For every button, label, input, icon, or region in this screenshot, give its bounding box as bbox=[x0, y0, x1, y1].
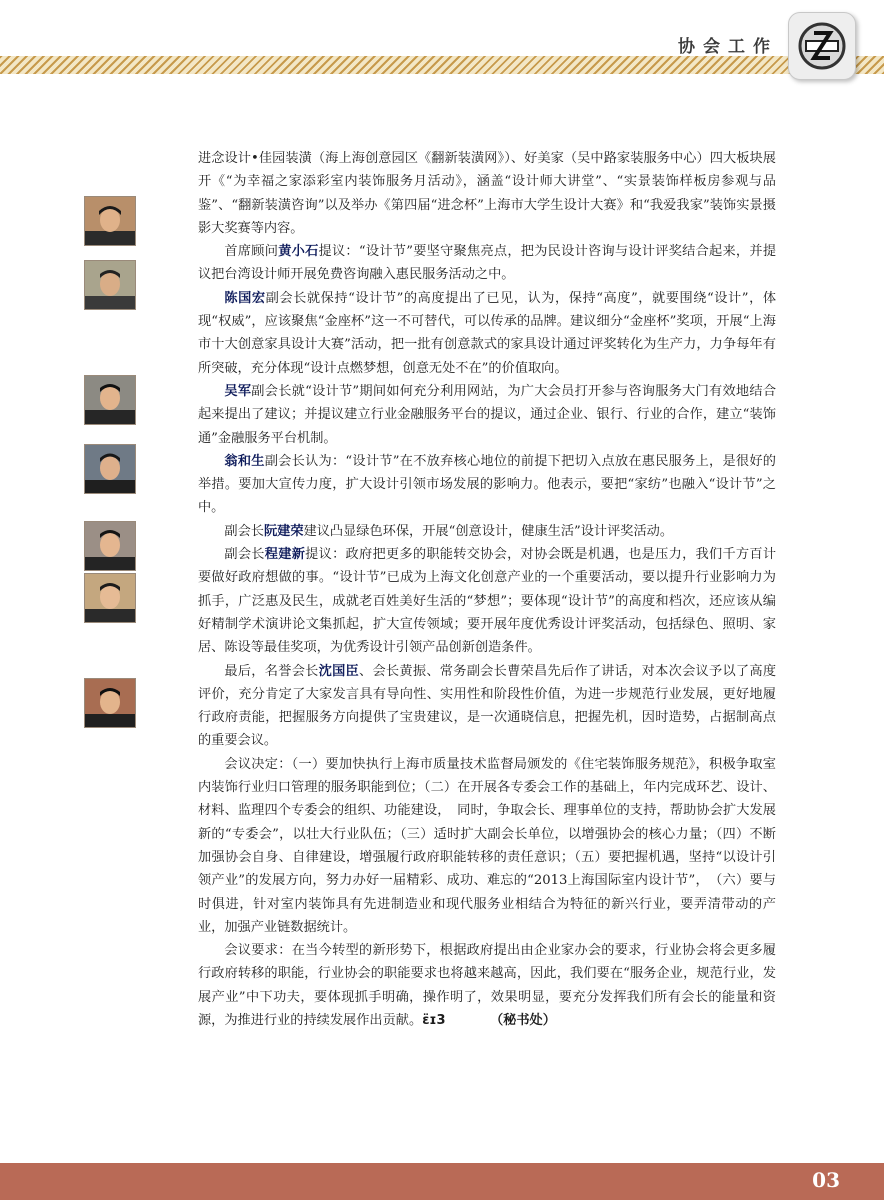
text-run: 、会长黄振、常务副会长曹荣昌先后作了讲话，对本次会议予以了高度评价，充分肯定了大家发言具有导向性、实用性和阶段性价值，为进一步规范行业发展，更好地履行政府责能，把握服务方向提供了宝贵建议，是一次通晓信息，把握先机，因时造势，占据制高点的重要会议。 bbox=[198, 663, 777, 749]
text-run: 首席顾问 bbox=[224, 244, 279, 260]
section-title: 协会工作 bbox=[678, 37, 778, 57]
portrait-photo-icon bbox=[84, 375, 136, 425]
portrait-photo-icon bbox=[84, 196, 136, 246]
text-run: 副会长就“设计节”期间如何充分利用网站，为广大会员打开参与咨询服务大门有效地结合起来提出了建议；并提议建立行业金融服务平台的提议，通过企业、银行、行业的合作，建立“装饰通”金融服务平台机制。 bbox=[198, 383, 777, 446]
text-run: 副会长就保持“设计节”的高度提出了已见，认为，保持“高度”，就要围绕“设计”，体现“权威”，应该聚焦“金座杯”这一不可替代，可以传承的品牌。建议细分“金座杯”奖项，开展“上海市十大创意家具设计大赛”活动，把一批有创意款式的家具设计通过评奖转化为生产力，力争每年有所突破，充分体现“设计点燃梦想，创意无处不在”的价值取向。 bbox=[198, 290, 777, 376]
paragraph bbox=[198, 543, 776, 659]
portrait-photo-icon bbox=[84, 678, 136, 728]
paragraph bbox=[198, 287, 776, 380]
person-name: 阮建荣 bbox=[263, 523, 304, 539]
portrait-photo-icon bbox=[84, 573, 136, 623]
footer-bar bbox=[0, 1163, 884, 1200]
text-run: 提议：“设计节”要坚守聚焦亮点，把为民设计咨询与设计评奖结合起来，并提议把台湾设计师开展免费咨询融入惠民服务活动之中。 bbox=[198, 244, 777, 283]
text-run: 提议：政府把更多的职能转交协会，对协会既是机遇，也是压力，我们千方百计要做好政府想做的事。“设计节”已成为上海文化创意产业的一个重要活动，要以提升行业影响力为抓手，广泛惠及民生，成就老百姓美好生活的“梦想”；要体现“设计节”的高度和档次，还应该从编好精制学术演讲论文集抓起，扩大宣传领域；要开展年度优秀设计评奖活动，包括绿色、照明、家居、陈设等最佳奖项，为优秀设计引领产品创新创造条件。 bbox=[198, 547, 777, 656]
portrait-photo-icon bbox=[84, 260, 136, 310]
person-name: 陈国宏 bbox=[224, 290, 266, 306]
paragraph bbox=[198, 939, 776, 1032]
text-run: 副会长认为：“设计节”在不放弃核心地位的前提下把切入点放在惠民服务上，是很好的举措。要加大宣传力度，扩大设计引领市场发展的影响力。他表示，要把“家纺”也融入“设计节”之中。 bbox=[198, 453, 776, 516]
end-mark: ε̈ɪ3 bbox=[422, 1012, 446, 1028]
paragraph bbox=[198, 660, 776, 753]
person-name: 沈国臣 bbox=[318, 663, 360, 679]
article-body bbox=[198, 147, 776, 1032]
portrait-photo-icon bbox=[84, 444, 136, 494]
portrait-photo-icon bbox=[84, 521, 136, 571]
paragraph bbox=[198, 450, 776, 520]
person-name: 黄小石 bbox=[278, 244, 319, 260]
signoff: （秘书处） bbox=[489, 1012, 556, 1028]
person-name: 程建新 bbox=[264, 547, 306, 563]
text-run: 最后，名誉会长 bbox=[224, 663, 319, 679]
page-number: 03 bbox=[812, 1168, 840, 1192]
paragraph bbox=[198, 380, 776, 450]
paragraph bbox=[198, 240, 776, 287]
text-run: 会议要求：在当今转型的新形势下，根据政府提出由企业家办会的要求，行业协会将会更多履行政府转移的职能，行业协会的职能要求也将越来越高，因此，我们要在“服务企业，规范行业，发展产业”中下功夫，要体现抓手明确，操作明了，效果明显，要充分发挥我们所有会长的能量和资源，为推进行业的持续发展作出贡献。 bbox=[198, 943, 776, 1028]
text-run: 建议凸显绿色环保，开展“创意设计，健康生活”设计评奖活动。 bbox=[303, 523, 674, 539]
text-run: 副会长 bbox=[224, 523, 264, 539]
paragraph: 进念设计•佳园装潢（海上海创意园区《翻新装潢网》）、好美家（吴中路家装服务中心）四大板块展开《“为幸福之家添彩室内装饰服务月活动》，涵盖“设计师大讲堂”、“实景装饰样板房参观与品鉴”、“翻新装潢咨询”以及举办《第四届“进念杯”上海市大学生设计大赛》和“我爱我家”装饰实景摄影大奖赛等内容。 bbox=[198, 151, 776, 236]
person-name: 翁和生 bbox=[224, 453, 265, 469]
association-logo-icon bbox=[788, 12, 856, 80]
text-run: 副会长 bbox=[224, 547, 265, 563]
header-decorative-band bbox=[0, 56, 884, 74]
paragraph bbox=[198, 520, 776, 543]
paragraph: 会议决定：（一）要加快执行上海市质量技术监督局颁发的《住宅装饰服务规范》，积极争取室内装饰行业归口管理的服务职能到位；（二）在开展各专委会工作的基础上，年内完成环艺、设计、材料、监理四个专委会的组织、功能建设， 同时，争取会长、理事单位的支持，帮助协会扩大发展新的“专委会”，以壮大行业队伍；（三）适时扩大副会长单位，以增强协会的核心力量；（四）不断加强协会自身、自律建设，增强履行政府职能转移的责任意识；（五）要把握机遇，坚持“以设计引领产业”的发展方向，努力办好一届精彩、成功、难忘的“2013上海国际室内设计节”， （六）要与时俱进，针对室内装饰具有先进制造业和现代服务业相结合为特征的新兴行业，要弄清带动的产业，加强产业链数据统计。 bbox=[198, 756, 776, 935]
person-name: 吴军 bbox=[224, 383, 252, 399]
